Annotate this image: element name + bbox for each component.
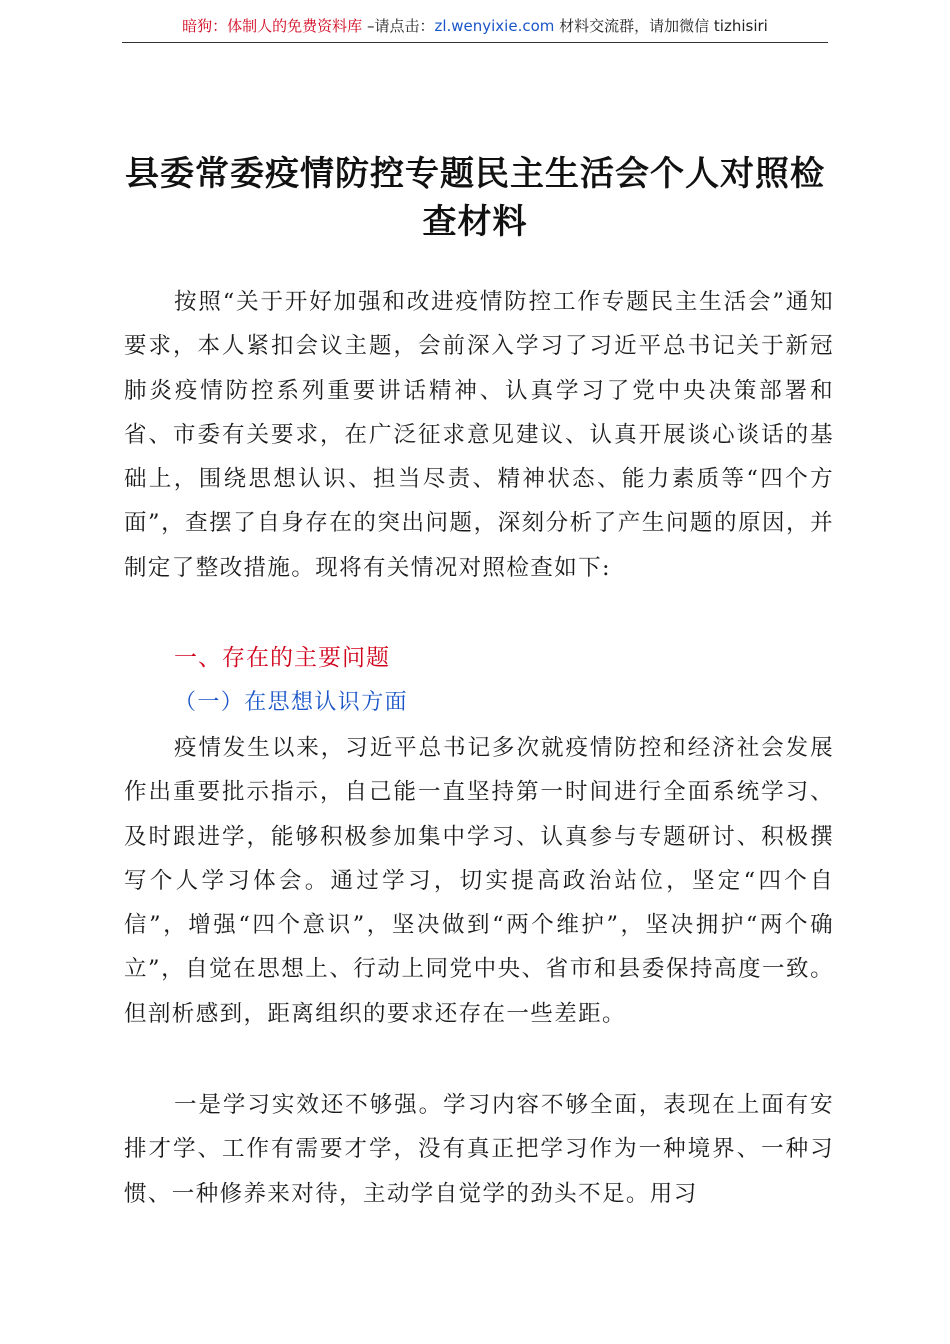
header-wechat-note: 材料交流群，请加微信 tizhisiri [554, 17, 768, 35]
header-link[interactable]: zl.wenyixie.com [434, 17, 555, 35]
page-header [122, 12, 828, 43]
subsection-heading: （一）在思想认识方面 [174, 690, 409, 715]
document-title: 县委常委疫情防控专题民主生活会个人对照检查材料 [125, 154, 825, 242]
section-heading: 一、存在的主要问题 [174, 645, 390, 671]
paragraph-thought: 疫情发生以来，习近平总书记多次就疫情防控和经济社会发展作出重要批示指示，自己能一直坚持第一时间进行全面系统学习、及时跟进学，能够积极参加集中学习、认真参与专题研讨、积极撰写个人学习体会。通过学习，切实提高政治站位，坚定“四个自信”，增强“四个意识”，坚决做到“两个维护”，坚决拥护“两个确立”，自觉在思想上、行动上同党中央、省市和县委保持高度一致。但剖析感到，距离组织的要求还存在一些差距。 [124, 735, 834, 1027]
intro-paragraph: 按照“关于开好加强和改进疫情防控工作专题民主生活会”通知要求，本人紧扣会议主题，会前深入学习了习近平总书记关于新冠肺炎疫情防控系列重要讲话精神、认真学习了党中央决策部署和省、市委有关要求，在广泛征求意见建议、认真开展谈心谈话的基础上，围绕思想认识、担当尽责、精神状态、能力素质等“四个方面”，查摆了自身存在的突出问题，深刻分析了产生问题的原因，并制定了整改措施。现将有关情况对照检查如下: [124, 289, 834, 581]
header-site-name: 暗狗：体制人的免费资料库 [182, 17, 363, 35]
header-click-prompt: –请点击： [362, 17, 435, 35]
paragraph-study: 一是学习实效还不够强。学习内容不够全面，表现在上面有安排才学、工作有需要才学，没有真正把学习作为一种境界、一种习惯、一种修养来对待，主动学自觉学的劲头不足。用习 [124, 1092, 834, 1207]
